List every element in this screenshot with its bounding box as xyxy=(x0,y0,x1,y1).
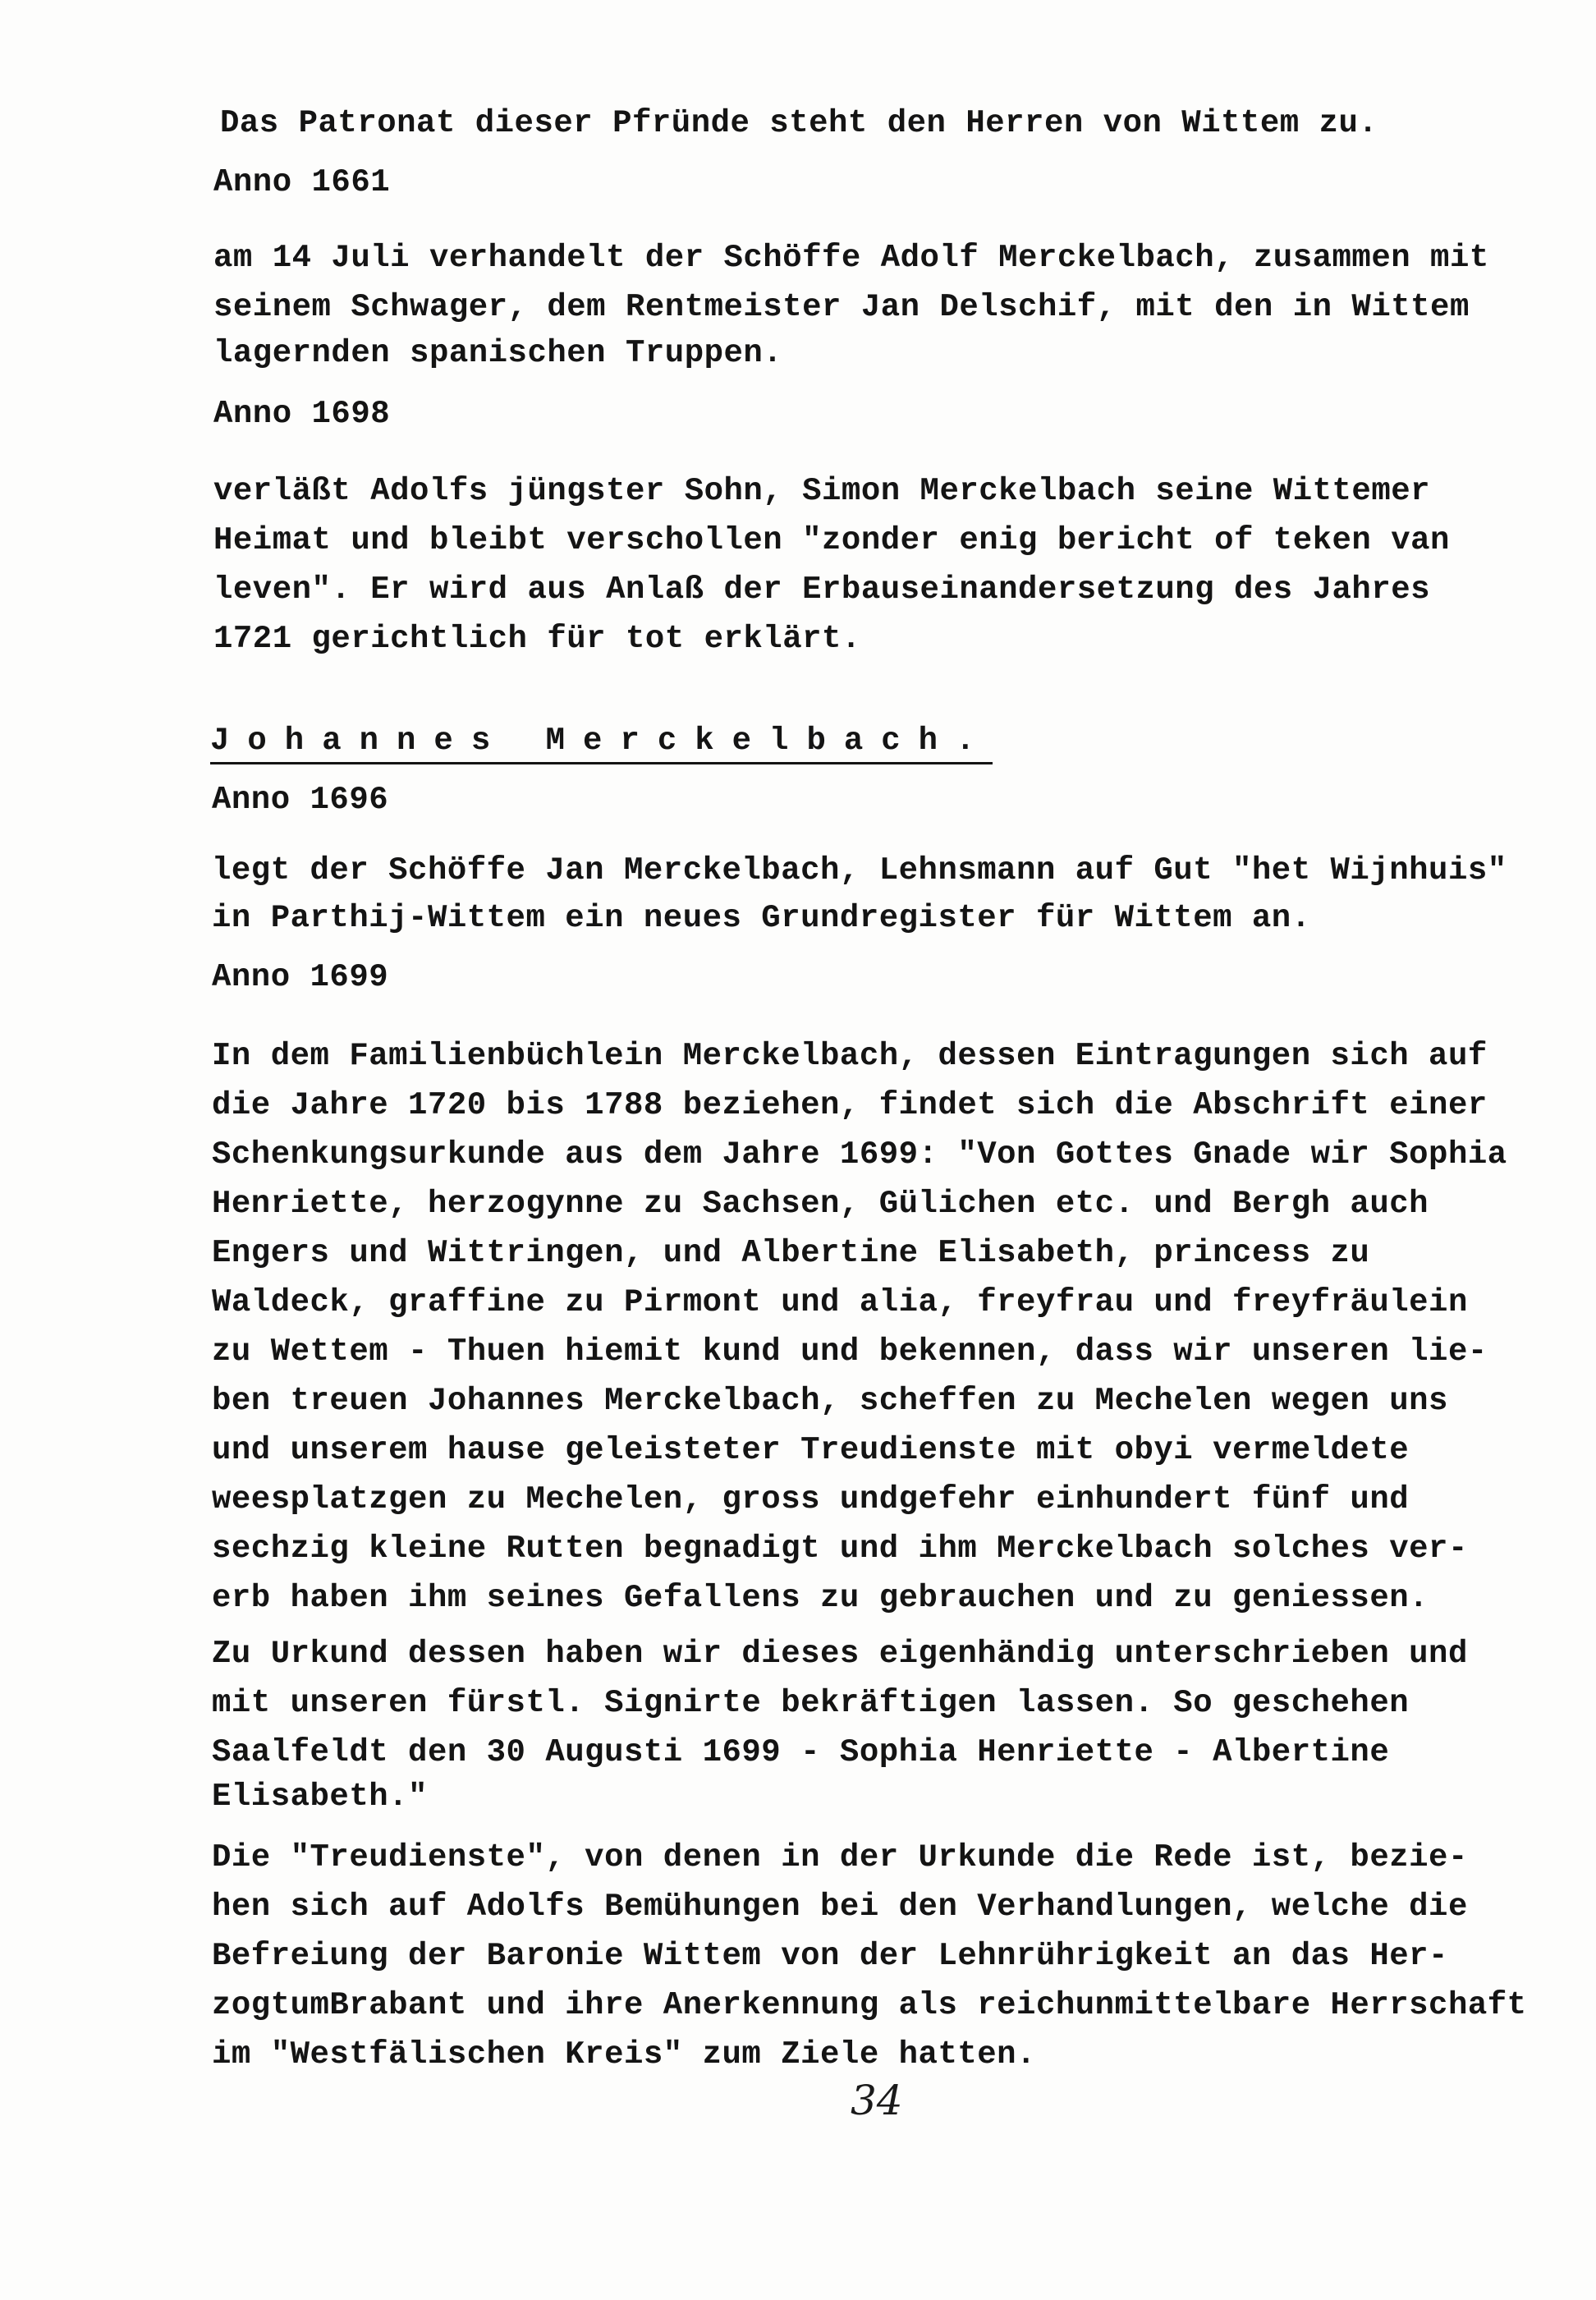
text-line: und unserem hause geleisteter Treudienste mit obyi vermeldete xyxy=(212,1432,1410,1468)
text-line: zogtumBrabant und ihre Anerkennung als reichunmittelbare Herrschaft xyxy=(212,1987,1527,2023)
text-line: lagernden spanischen Truppen. xyxy=(213,335,783,371)
text-line: die Jahre 1720 bis 1788 beziehen, findet sich die Abschrift einer xyxy=(212,1087,1488,1123)
text-line: legt der Schöffe Jan Merckelbach, Lehnsmann auf Gut "het Wijnhuis" xyxy=(212,852,1507,888)
text-line: Befreiung der Baronie Wittem von der Lehnrührigkeit an das Her- xyxy=(212,1938,1448,1974)
text-line: Waldeck, graffine zu Pirmont und alia, freyfrau und freyfräulein xyxy=(212,1284,1468,1320)
text-line: mit unseren fürstl. Signirte bekräftigen lassen. So geschehen xyxy=(212,1685,1410,1721)
text-line: Saalfeldt den 30 Augusti 1699 - Sophia Henriette - Albertine xyxy=(212,1734,1390,1770)
text-line: sechzig kleine Rutten begnadigt und ihm Merckelbach solches ver- xyxy=(212,1531,1468,1567)
text-line: Schenkungsurkunde aus dem Jahre 1699: "Von Gottes Gnade wir Sophia xyxy=(212,1136,1507,1173)
text-line: Elisabeth." xyxy=(212,1779,428,1815)
text-line: verläßt Adolfs jüngster Sohn, Simon Merckelbach seine Wittemer xyxy=(213,473,1431,509)
text-line: im "Westfälischen Kreis" zum Ziele hatten. xyxy=(212,2036,1036,2073)
text-line: Das Patronat dieser Pfründe steht den Herren von Wittem zu. xyxy=(220,105,1378,141)
page-number: 34 xyxy=(851,2077,903,2124)
text-line: weesplatzgen zu Mechelen, gross undgefehr einhundert fünf und xyxy=(212,1481,1410,1517)
text-line: erb haben ihm seines Gefallens zu gebrauchen und zu geniessen. xyxy=(212,1580,1429,1616)
text-line: Henriette, herzogynne zu Sachsen, Gülichen etc. und Bergh auch xyxy=(212,1186,1429,1222)
year-heading: Anno 1699 xyxy=(212,959,389,995)
text-line: hen sich auf Adolfs Bemühungen bei den Verhandlungen, welche die xyxy=(212,1889,1468,1925)
text-line: ben treuen Johannes Merckelbach, scheffen zu Mechelen wegen uns xyxy=(212,1383,1448,1419)
text-line: Zu Urkund dessen haben wir dieses eigenhändig unterschrieben und xyxy=(212,1636,1468,1672)
text-line: Die "Treudienste", von denen in der Urkunde die Rede ist, bezie- xyxy=(212,1839,1468,1875)
text-line: Heimat und bleibt verschollen "zonder enig bericht of teken van xyxy=(213,522,1450,558)
text-line: in Parthij-Wittem ein neues Grundregister für Wittem an. xyxy=(212,900,1311,936)
section-heading: Johannes Merckelbach. xyxy=(210,721,993,764)
text-line: leven". Er wird aus Anlaß der Erbauseinandersetzung des Jahres xyxy=(213,572,1431,608)
year-heading: Anno 1698 xyxy=(213,396,391,432)
text-line: 1721 gerichtlich für tot erklärt. xyxy=(213,621,861,657)
text-line: In dem Familienbüchlein Merckelbach, dessen Eintragungen sich auf xyxy=(212,1038,1488,1074)
text-line: seinem Schwager, dem Rentmeister Jan Delschif, mit den in Wittem xyxy=(213,289,1470,325)
text-line: zu Wettem - Thuen hiemit kund und bekennen, dass wir unseren lie- xyxy=(212,1334,1488,1370)
year-heading: Anno 1696 xyxy=(212,782,389,818)
text-line: am 14 Juli verhandelt der Schöffe Adolf Merckelbach, zusammen mit xyxy=(213,240,1489,276)
text-line: Engers und Wittringen, und Albertine Elisabeth, princess zu xyxy=(212,1235,1370,1271)
year-heading: Anno 1661 xyxy=(213,164,391,200)
